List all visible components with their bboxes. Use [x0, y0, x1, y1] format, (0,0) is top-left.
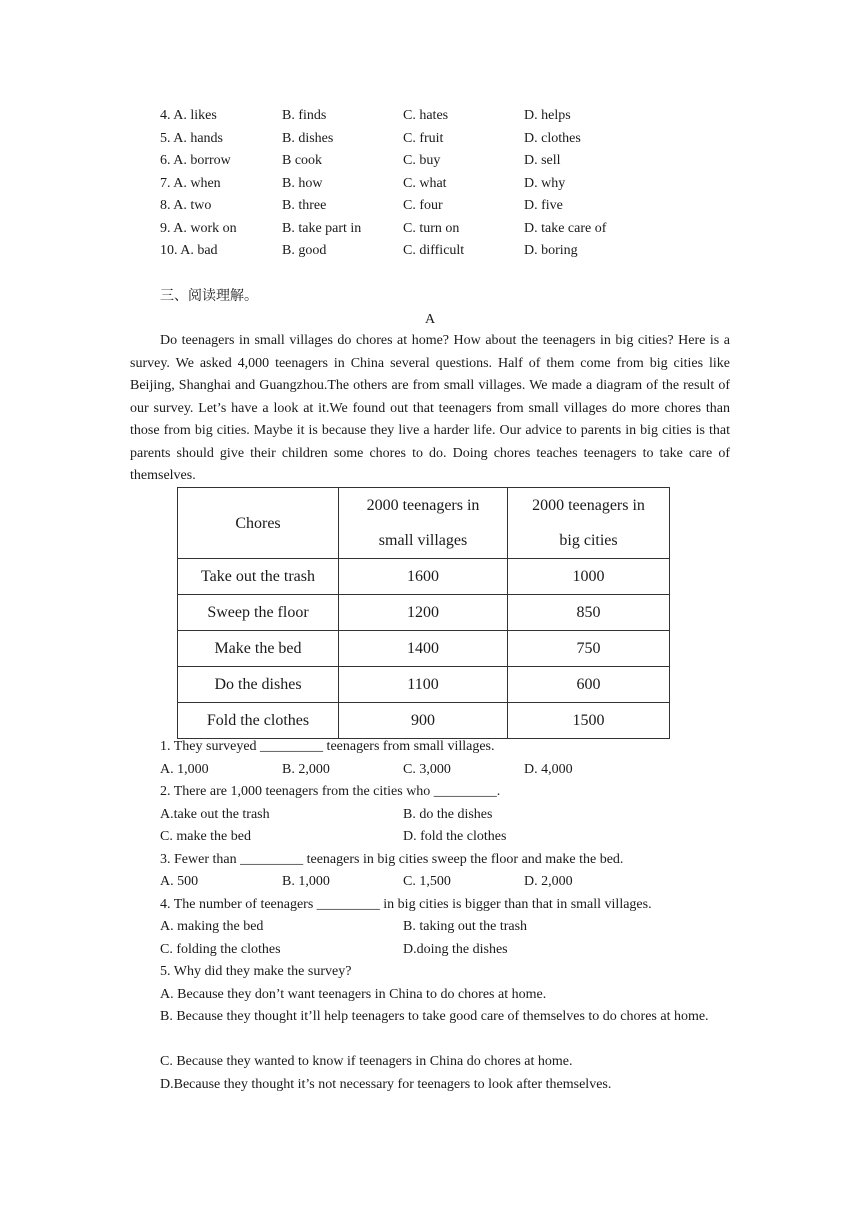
header-cities-line1: 2000 teenagers in: [532, 497, 645, 514]
option-d: D. boring: [524, 243, 578, 258]
option-a: 6. A. borrow: [160, 153, 231, 168]
option-d: D. take care of: [524, 220, 607, 236]
q4-option-b: B. taking out the trash: [403, 919, 528, 934]
q1-option-a: A. 1,000: [160, 761, 209, 777]
option-d: D. why: [524, 175, 566, 191]
chore-cell: Sweep the floor: [178, 595, 339, 631]
table-header-row: [178, 488, 670, 559]
option-a: 9. A. work on: [160, 220, 237, 236]
chore-cell: Make the bed: [178, 631, 339, 667]
passage-letter: A: [424, 312, 436, 327]
q4-option-d: D.doing the dishes: [403, 941, 508, 957]
question-4-stem: 4. The number of teenagers _________ in big cities is bigger than that in small villages.: [160, 896, 652, 912]
header-cities: [508, 488, 670, 559]
q4-option-c: C. folding the clothes: [160, 941, 281, 957]
q5-option-b: B. Because they thought it’ll help teenagers to take good care of themselves to do chores at home.: [160, 1009, 709, 1024]
q2-option-c: C. make the bed: [160, 829, 251, 844]
q3-option-c: C. 1,500: [403, 874, 451, 889]
q2-option-b: B. do the dishes: [403, 806, 493, 822]
cities-cell: 850: [508, 595, 670, 631]
header-villages-line2: small villages: [378, 532, 468, 549]
option-a: 8. A. two: [160, 198, 212, 213]
q5-option-c: C. Because they wanted to know if teenagers in China do chores at home.: [160, 1054, 573, 1069]
header-cities-line2: big cities: [559, 532, 618, 549]
q1-option-d: D. 4,000: [524, 761, 573, 777]
option-b: B cook: [282, 153, 323, 168]
q3-option-d: D. 2,000: [524, 874, 573, 889]
question-1-stem: 1. They surveyed _________ teenagers from small villages.: [160, 739, 495, 754]
cloze-option-row: [160, 196, 740, 216]
table-row: [178, 595, 670, 631]
reading-passage: Do teenagers in small villages do chores at home? How about the teenagers in big cities? Here is a survey. We asked 4,000 teenagers in China several questions. Half of them come from big cities like Beijing, Shanghai and Guangzhou.The others are from small villages. We made a diagram of the result of our survey. Let’s have a look at it.We found out that teenagers from small villages do more chores than those from big cities. Maybe it is because they live a harder life. Our advice to parents in big cities is that parents should give their children some chores to do. Doing chores teaches teenagers to take care of themselves.: [130, 333, 730, 483]
cloze-option-row: [160, 241, 740, 261]
table-row: [178, 703, 670, 739]
option-a: 4. A. likes: [160, 108, 217, 123]
question-5-stem: 5. Why did they make the survey?: [160, 964, 352, 979]
q2-option-d: D. fold the clothes: [403, 829, 507, 844]
section-title: 三、阅读理解。: [160, 289, 258, 304]
cloze-option-row: [160, 219, 740, 239]
table-row: [178, 559, 670, 595]
header-chores: Chores: [178, 488, 339, 559]
option-d: D. helps: [524, 108, 571, 123]
option-c: C. fruit: [403, 130, 444, 146]
table-row: [178, 631, 670, 667]
option-a: 7. A. when: [160, 175, 221, 191]
q1-option-b: B. 2,000: [282, 761, 330, 777]
option-b: B. take part in: [282, 220, 362, 236]
villages-cell: 900: [339, 703, 508, 739]
q4-option-a: A. making the bed: [160, 919, 264, 934]
option-b: B. good: [282, 243, 327, 258]
header-villages-line1: 2000 teenagers in: [366, 497, 480, 514]
q3-option-a: A. 500: [160, 874, 199, 889]
cities-cell: 600: [508, 667, 670, 703]
option-d: D. clothes: [524, 130, 581, 146]
chore-cell: Do the dishes: [178, 667, 339, 703]
question-3-stem: 3. Fewer than _________ teenagers in big cities sweep the floor and make the bed.: [160, 851, 624, 867]
cities-cell: 1000: [508, 559, 670, 595]
option-b: B. dishes: [282, 130, 334, 146]
option-d: D. sell: [524, 153, 561, 168]
survey-table: [177, 487, 670, 739]
cloze-option-row: [160, 129, 740, 149]
cloze-option-row: [160, 106, 740, 126]
table-row: [178, 667, 670, 703]
option-a: 5. A. hands: [160, 130, 223, 146]
villages-cell: 1100: [339, 667, 508, 703]
cloze-option-row: [160, 174, 740, 194]
villages-cell: 1400: [339, 631, 508, 667]
cities-cell: 750: [508, 631, 670, 667]
option-c: C. hates: [403, 108, 449, 123]
q2-option-a: A.take out the trash: [160, 806, 270, 822]
chore-cell: Fold the clothes: [178, 703, 339, 739]
option-a: 10. A. bad: [160, 243, 218, 258]
option-b: B. finds: [282, 108, 327, 123]
option-d: D. five: [524, 198, 563, 213]
villages-cell: 1600: [339, 559, 508, 595]
option-c: C. four: [403, 198, 443, 213]
option-c: C. what: [403, 175, 447, 191]
q3-option-b: B. 1,000: [282, 874, 330, 889]
option-c: C. turn on: [403, 220, 460, 236]
option-b: B. three: [282, 198, 327, 213]
question-2-stem: 2. There are 1,000 teenagers from the cities who _________.: [160, 784, 501, 799]
cloze-option-row: [160, 151, 740, 171]
villages-cell: 1200: [339, 595, 508, 631]
option-c: C. difficult: [403, 243, 465, 258]
cities-cell: 1500: [508, 703, 670, 739]
header-villages: [339, 488, 508, 559]
option-b: B. how: [282, 175, 323, 191]
q1-option-c: C. 3,000: [403, 761, 451, 777]
q5-option-a: A. Because they don’t want teenagers in China to do chores at home.: [160, 986, 547, 1002]
q5-option-d: D.Because they thought it’s not necessary for teenagers to look after themselves.: [160, 1076, 612, 1092]
chore-cell: Take out the trash: [178, 559, 339, 595]
option-c: C. buy: [403, 153, 441, 168]
